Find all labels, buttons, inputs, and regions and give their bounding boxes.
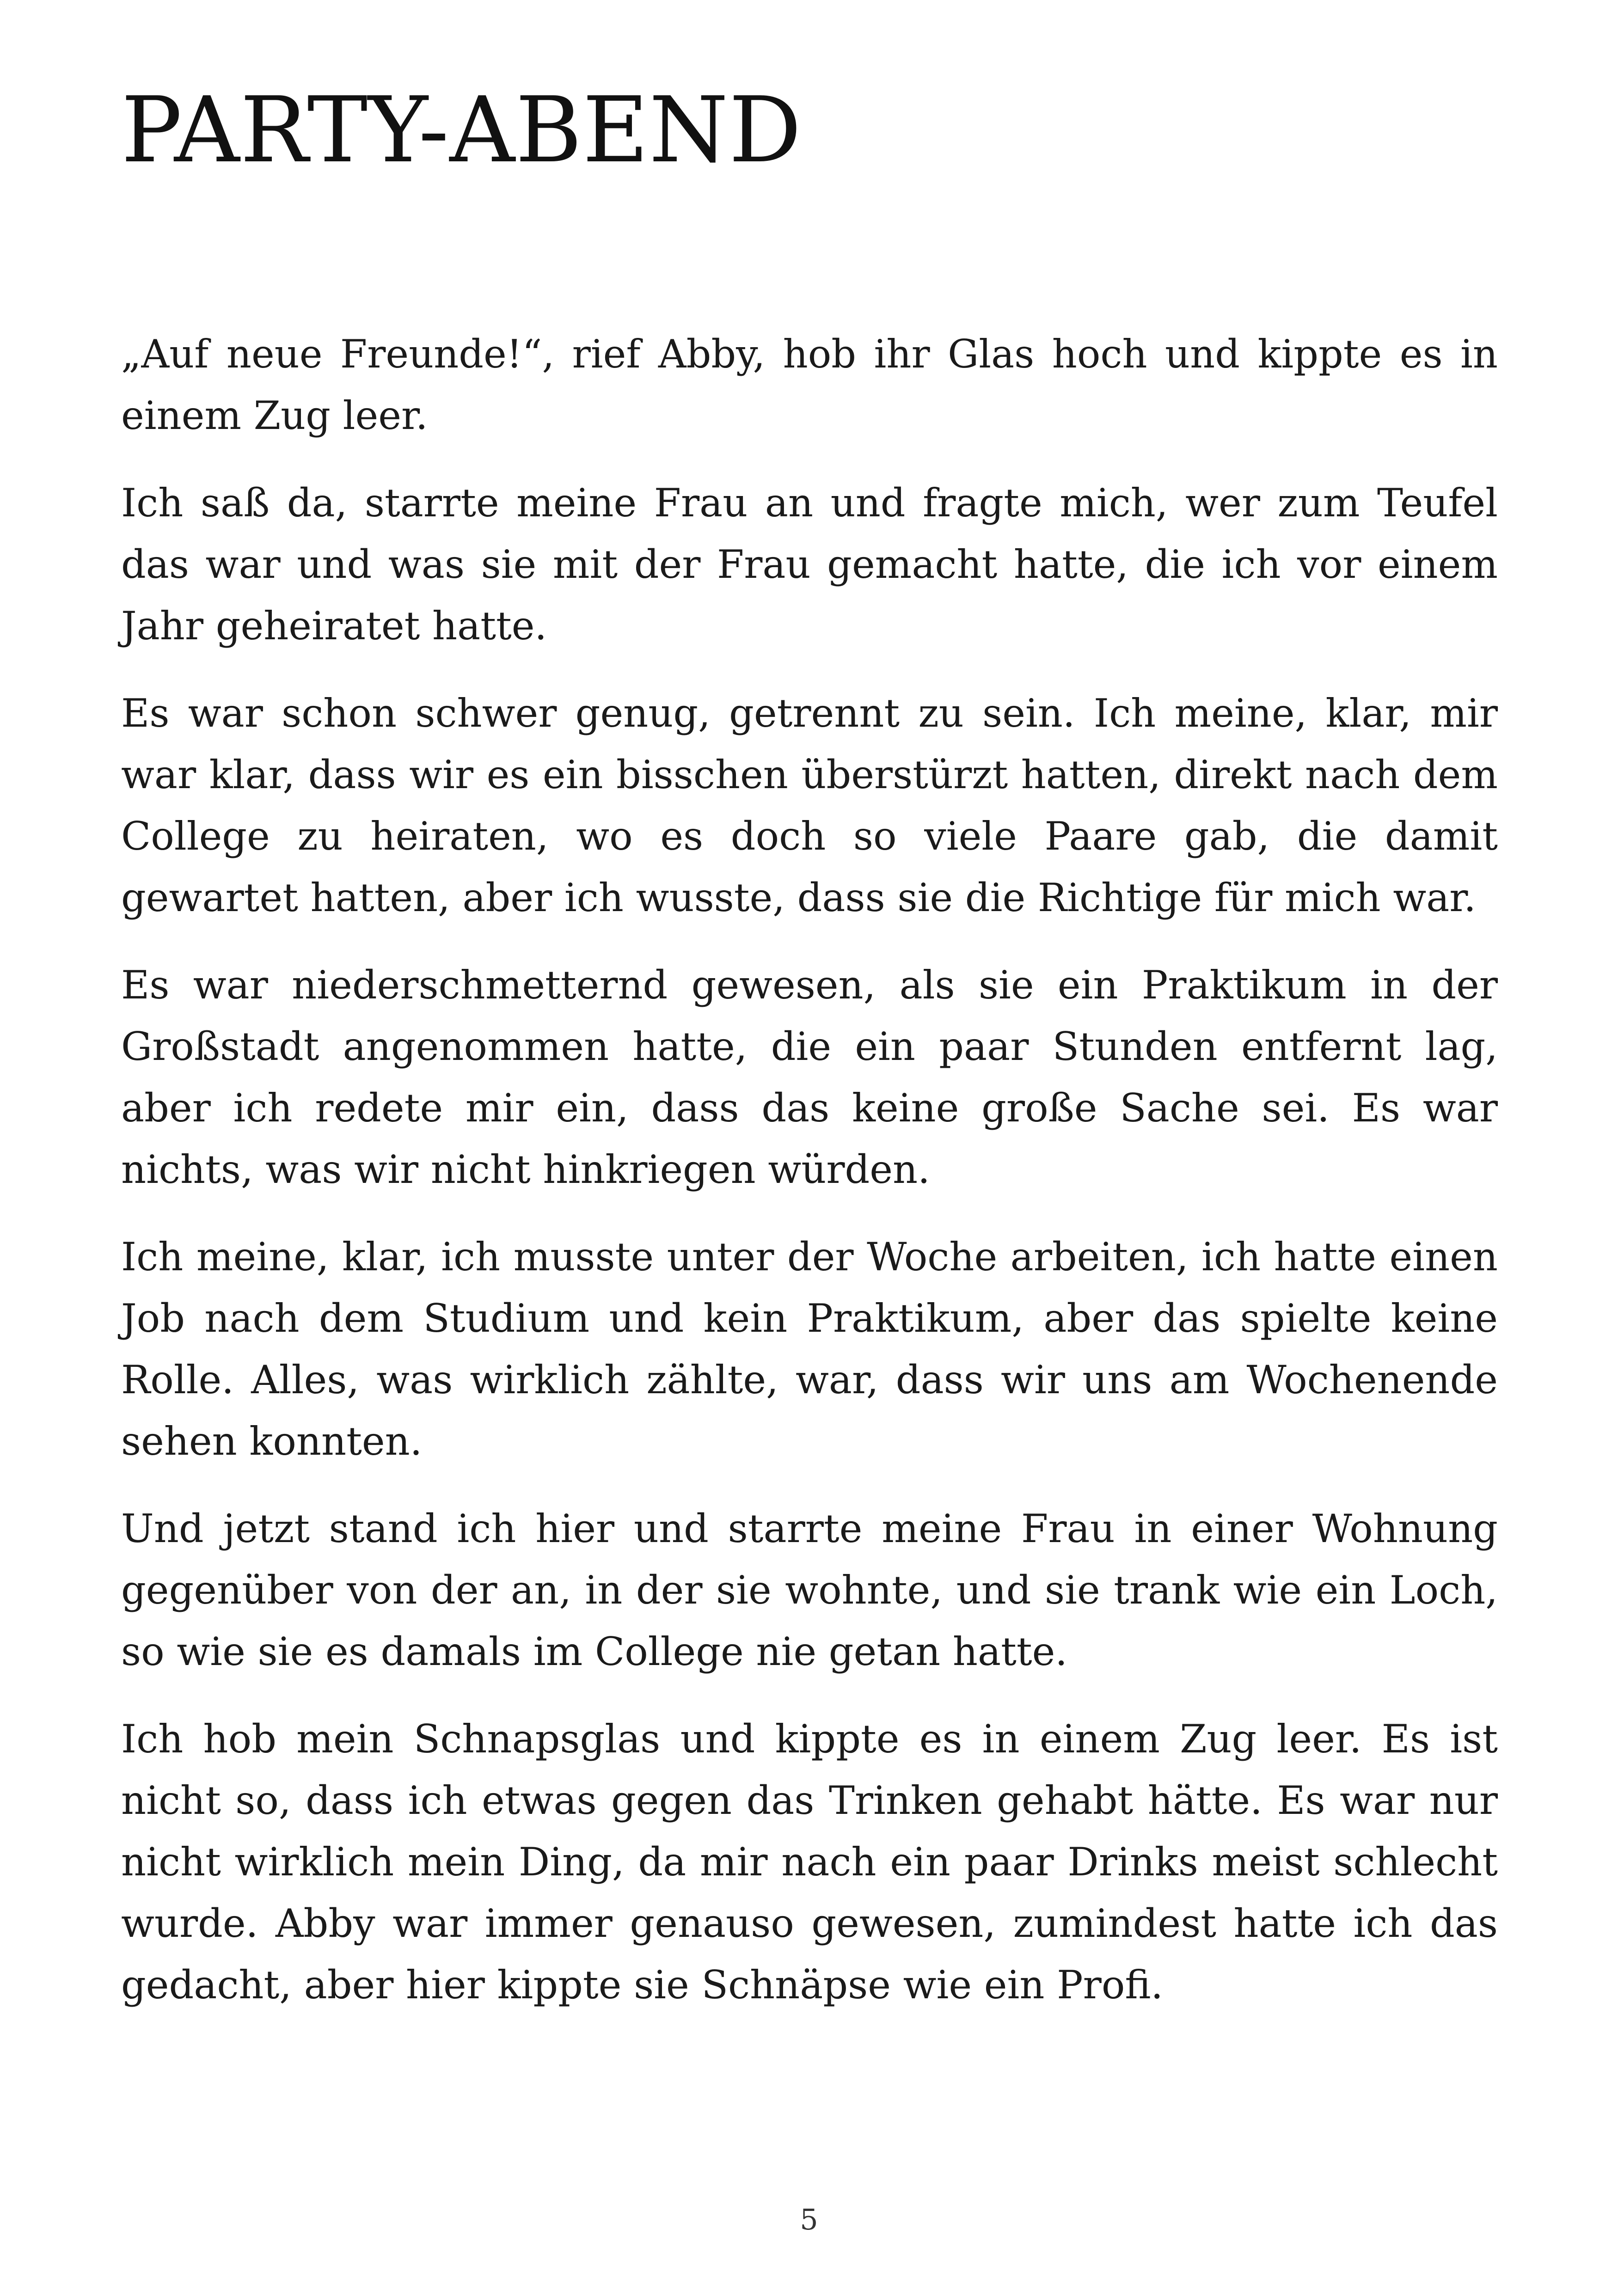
chapter-title: PARTY-ABEND [121,78,802,183]
body-text [121,324,1498,2042]
page-number: 5 [800,2203,818,2236]
paragraph-1: „Auf neue Freunde!“, rief Abby, hob ihr Glas hoch und kippte es in einem Zug leer. [121,331,1498,438]
paragraph-4: Es war niederschmetternd gewesen, als sie ein Praktikum in der Großstadt angenommen hatte, die ein paar Stunden entfernt lag, aber ich redete mir ein, dass das keine große Sache sei. Es war nichts, was wir nicht hinkriegen würden. [121,962,1498,1192]
paragraph-3: Es war schon schwer genug, getrennt zu sein. Ich meine, klar, mir war klar, dass wir es ein bisschen überstürzt hatten, direkt nach dem College zu heiraten, wo es doch so viele Paare gab, die damit gewartet hatten, aber ich wusste, dass sie die Richtige für mich war. [121,691,1498,920]
paragraph-6: Und jetzt stand ich hier und starrte meine Frau in einer Wohnung gegenüber von der an, in der sie wohnte, und sie trank wie ein Loch, so wie sie es damals im College nie getan hatte. [121,1506,1498,1674]
paragraph-5: Ich meine, klar, ich musste unter der Woche arbeiten, ich hatte einen Job nach dem Studium und kein Praktikum, aber das spielte keine Rolle. Alles, was wirklich zählte, war, dass wir uns am Wochenende sehen konnten. [121,1234,1498,1464]
paragraph-2: Ich saß da, starrte meine Frau an und fragte mich, wer zum Teufel das war und was sie mit der Frau gemacht hatte, die ich vor einem Jahr geheiratet hatte. [121,480,1498,649]
paragraph-7: Ich hob mein Schnapsglas und kippte es in einem Zug leer. Es ist nicht so, dass ich etwas gegen das Trinken gehabt hätte. Es war nur nicht wirklich mein Ding, da mir nach ein paar Drinks meist schlecht wurde. Abby war immer genauso gewesen, zumindest hatte ich das gedacht, aber hier kippte sie Schnäpse wie ein Profi. [121,1716,1498,2008]
